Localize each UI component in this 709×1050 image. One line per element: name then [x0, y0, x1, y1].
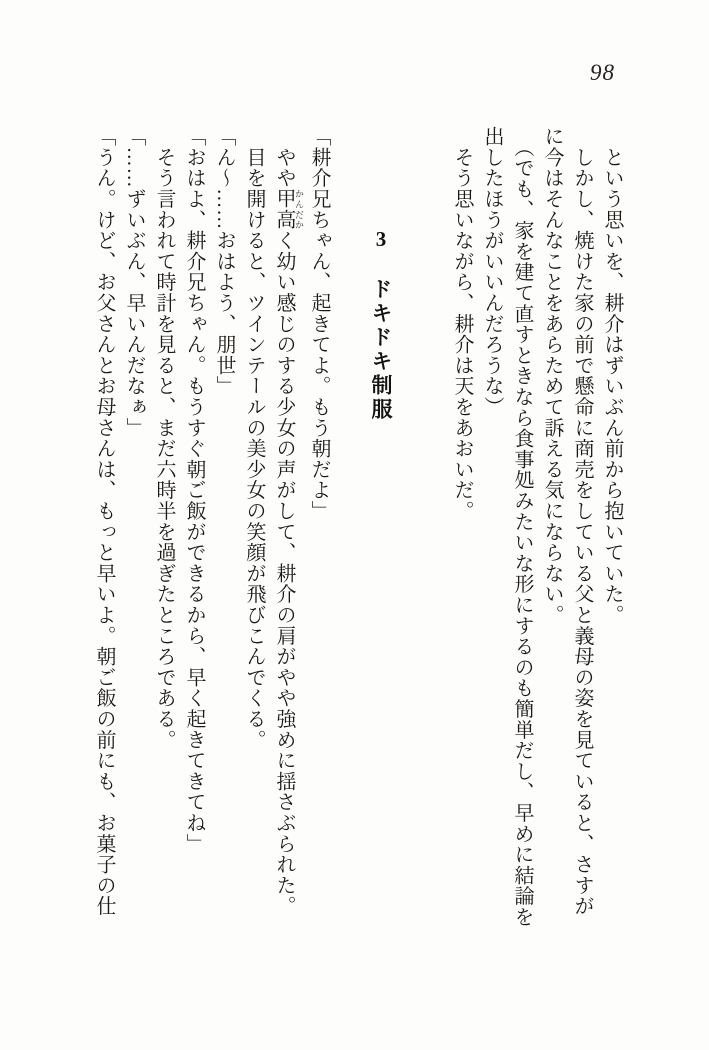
ruby-pre-text: やや — [273, 126, 295, 189]
paragraph-line: 「ん〜……おはよう、朋世」 — [213, 126, 235, 397]
paragraph-line: しかし、焼けた家の前で懸命に商売をしている父と義母の姿を見ていると、さすが — [571, 126, 593, 917]
vertical-text-block — [89, 126, 627, 950]
paragraph-line: そう言われて時計を見ると、まだ六時半を過ぎたところである。 — [153, 126, 175, 750]
paragraph-line: という思いを、耕介はずいぶん前から抱いていた。 — [601, 126, 623, 626]
paragraph-line: 「耕介兄ちゃん、起きてよ。もう朝だよ」 — [308, 126, 330, 522]
paragraph-line: 出したほうがいいんだろうな） — [481, 126, 503, 418]
ruby-base-text: 甲高 — [273, 188, 295, 231]
furigana-ruby — [273, 188, 304, 231]
page-number: 98 — [590, 60, 615, 85]
paragraph-line: に今はそんなことをあらためて訴える気にならない。 — [541, 126, 563, 626]
paragraph-line: 「おはよ、耕介兄ちゃん。もうすぐ朝ご飯ができるから、早く起きてきてね」 — [183, 126, 205, 854]
paragraph-line: そう思いながら、耕介は天をあおいだ。 — [451, 126, 473, 522]
paragraph-line: 「うん。けど、お父さんとお母さんは、もっと早いよ。朝ご飯の前にも、お菓子の仕 — [93, 126, 115, 917]
paragraph-line: （でも、家を建て直すときなら食事処みたいな形にするのも簡単だし、早めに結論を — [511, 126, 533, 928]
paragraph-line-with-furigana — [269, 126, 304, 950]
chapter-heading: 3 ドキドキ制服 — [369, 227, 393, 422]
ruby-annotation: かんだか — [294, 188, 304, 230]
paragraph-line: 「……ずいぶん、早いんだなぁ」 — [123, 126, 145, 438]
paragraph-line: 目を開けると、ツインテールの美少女の笑顔が飛びこんでくる。 — [243, 126, 265, 750]
ruby-post-text: く幼い感じのする少女の声がして、耕介の肩がやや強めに揺さぶられた。 — [273, 230, 295, 917]
